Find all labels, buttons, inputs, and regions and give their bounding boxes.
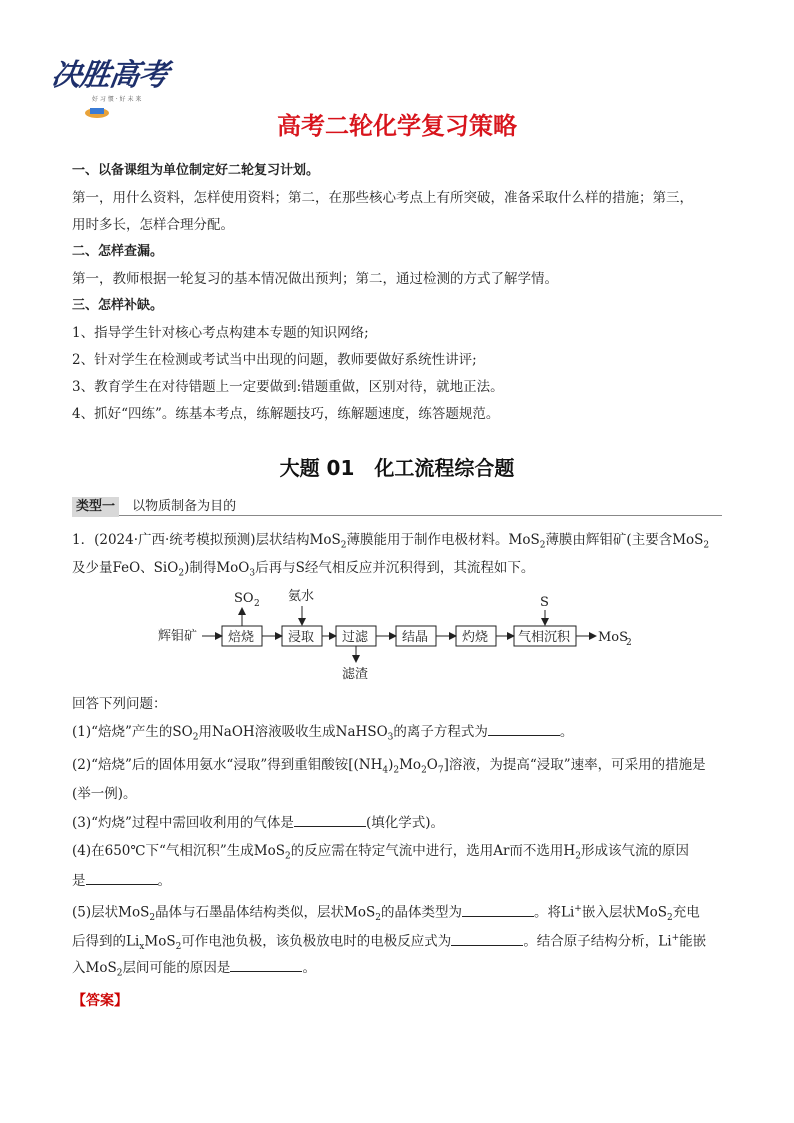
flow-output-sub: 2 (626, 638, 632, 648)
answer-blank[interactable] (462, 903, 534, 917)
sub-question-5: (5)层状MoS$_2$晶体与石墨晶体结构类似，层状MoS$_2$的晶体类型为 。将Li+嵌入层状MoS$_2$充电 (72, 904, 700, 924)
list-item: 4、抓好“四练”。练基本考点，练解题技巧，练解题速度，练答题规范。 (72, 406, 500, 422)
sub-question-5b: 后得到的$Li_xMoS_2$可作电池负极，该负极放电时的电极反应式为 。结合原子结构分析，Li+能嵌 (72, 933, 707, 953)
sub-question-3: (3)“灼烧”过程中需回收利用的气体是 (填化学式)。 (72, 815, 444, 831)
logo-tagline: 好 习 惯 · 好 未 来 (92, 96, 142, 103)
heading-check: 二、怎样查漏。 (72, 244, 164, 259)
answer-blank[interactable] (488, 722, 560, 736)
flow-output: MoS (598, 630, 629, 645)
process-flow-diagram (150, 588, 650, 684)
flow-residue: 滤渣 (342, 667, 369, 682)
type-bar (72, 495, 722, 516)
flow-reagent: 氨水 (288, 589, 315, 604)
list-item: 3、教育学生在对待错题上一定要做到:错题重做，区别对待，就地正法。 (72, 379, 504, 395)
paragraph-plan-1: 第一，用什么资料，怎样使用资料；第二，在那些核心考点上有所突破，准备采取什么样的措施；第三， (72, 190, 693, 206)
questions-intro: 回答下列问题： (72, 696, 167, 712)
flow-step: 灼烧 (462, 630, 489, 645)
flow-step: 气相沉积 (518, 630, 571, 645)
paragraph-check: 第一，教师根据一轮复习的基本情况做出预判；第二，通过检测的方式了解学情。 (72, 271, 558, 287)
sub-question-5c: 入MoS$_2$层间可能的原因是 。 (72, 960, 316, 979)
sub-question-2: (2)“焙烧”后的固体用氨水“浸取”得到重钼酸铵$[(NH_4)_2Mo_2O_7]$溶液，为提高“浸取”速率，可采用的措施是 (72, 757, 706, 776)
flow-byproduct: SO (234, 591, 254, 606)
type-tag: 类型一 (72, 497, 119, 517)
flow-step: 过滤 (342, 630, 369, 645)
sub-question-2b: (举一例)。 (72, 786, 137, 802)
flow-input: 辉钼矿 (158, 629, 198, 644)
flow-step: 结晶 (402, 630, 429, 645)
answer-blank[interactable] (451, 932, 523, 946)
section-title: 大题 01 化工流程综合题 (279, 456, 515, 480)
sub-question-1: (1)“焙烧”产生的$SO_2$用NaOH溶液吸收生成NaHSO$_3$的离子方程式为 。 (72, 724, 574, 743)
sub-question-4: (4)在650℃下“气相沉积”生成MoS$_2$的反应需在特定气流中进行，选用Ar而不选用$H_2$形成该气流的原因 (72, 843, 689, 862)
flow-reagent: S (540, 595, 549, 610)
svg-text:2: 2 (254, 599, 260, 609)
logo-text: 决胜高考 (49, 58, 170, 93)
question-stem-line-2: 及少量FeO、SiO$_2$)制得MoO$_3$后再与S经气相反应并沉积得到，其流程如下。 (72, 560, 535, 579)
flow-step: 焙烧 (228, 630, 255, 645)
type-description: 以物质制备为目的 (132, 499, 237, 514)
answer-blank[interactable] (294, 813, 366, 827)
list-item: 2、针对学生在检测或考试当中出现的问题，教师要做好系统性讲评; (72, 352, 477, 368)
page-title: 高考二轮化学复习策略 (277, 112, 517, 140)
answer-label: 【答案】 (72, 993, 128, 1009)
list-item: 1、指导学生针对核心考点构建本专题的知识网络; (72, 325, 369, 341)
heading-fill: 三、怎样补缺。 (72, 298, 164, 313)
answer-blank[interactable] (86, 871, 158, 885)
question-stem-line-1: 1．(2024·广西·统考模拟预测)层状结构MoS$_2$薄膜能用于制作电极材料。MoS$_2$薄膜由辉钼矿(主要含MoS$_2$ (72, 532, 710, 551)
answer-blank[interactable] (230, 958, 302, 972)
flow-step: 浸取 (288, 630, 315, 645)
paragraph-plan-2: 用时多长，怎样合理分配。 (72, 217, 234, 233)
heading-plan: 一、以备课组为单位制定好二轮复习计划。 (72, 163, 320, 178)
sub-question-4b: 是 。 (72, 873, 171, 889)
